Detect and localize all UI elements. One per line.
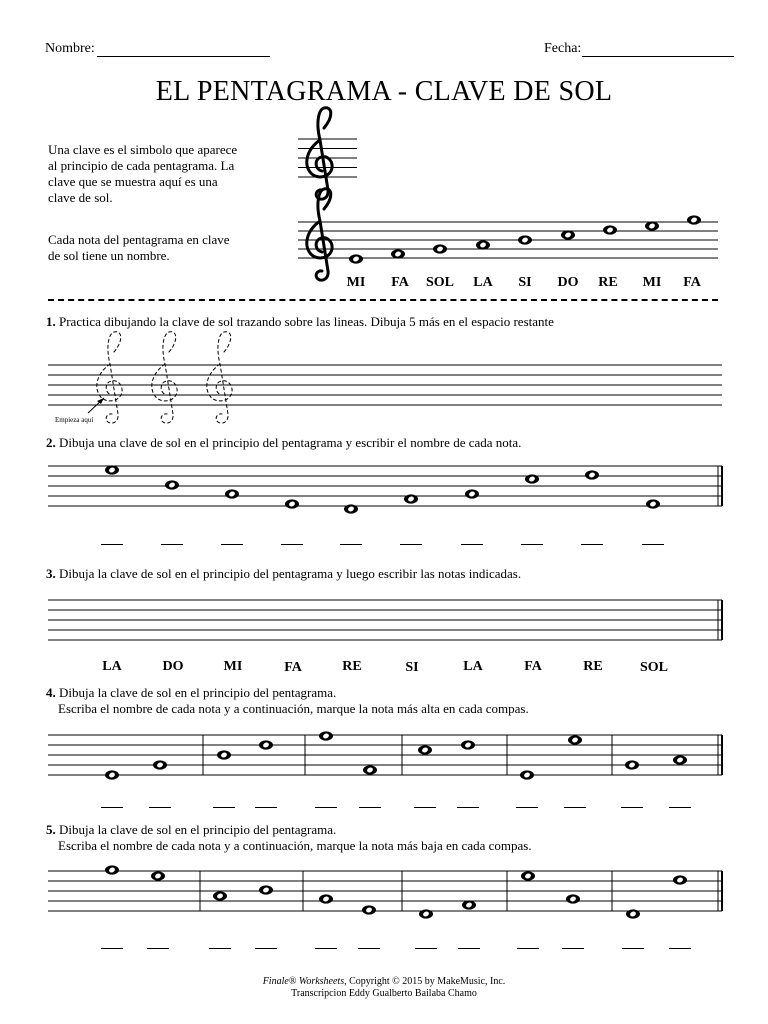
treble-clef-icon [307,189,332,280]
answer-blank[interactable] [521,544,543,545]
target-note-label: SI [405,660,419,675]
exercise-3-staff [48,600,722,640]
treble-clef-icon [207,332,232,423]
answer-blank[interactable] [147,948,169,949]
note-name-label: MI [642,275,662,290]
intro-staff-clef [298,108,357,199]
note-name-label: DO [557,275,579,290]
answer-blank[interactable] [621,807,643,808]
start-here-label: Empieza aquí [55,416,94,424]
date-label: Fecha: [544,41,582,56]
note-name-label: FA [391,275,409,290]
answer-blank[interactable] [581,544,603,545]
exercise-4-instruction: 4. Dibuja la clave de sol en el principio del pentagrama. Escriba el nombre de cada nota y a continuación, marque la nota más alta en cada compas. [46,685,529,716]
treble-clef-icon [97,332,122,423]
answer-blank[interactable] [414,807,436,808]
answer-blank[interactable] [315,807,337,808]
section-divider [48,299,718,301]
answer-blank[interactable] [564,807,586,808]
answer-blank[interactable] [315,948,337,949]
answer-blank[interactable] [516,807,538,808]
exercise-3-instruction: 3. Dibuja la clave de sol en el principio del pentagrama y luego escribir las notas indicadas. [46,566,522,581]
note-name-label: MI [346,275,366,290]
answer-blank[interactable] [101,544,123,545]
whole-note-icon [433,244,447,253]
note-name-label: RE [598,275,618,290]
answer-blank[interactable] [359,807,381,808]
page-title: EL PENTAGRAMA - CLAVE DE SOL [155,76,613,107]
target-note-label: LA [102,659,122,674]
answer-blank[interactable] [358,948,380,949]
answer-blank[interactable] [669,807,691,808]
target-note-label: RE [583,659,603,674]
footer-credit: Transcripcion Eddy Gualberto Bailaba Chamo [291,988,477,999]
answer-blank[interactable] [642,544,664,545]
answer-blank[interactable] [221,544,243,545]
answer-blank[interactable] [562,948,584,949]
answer-blank[interactable] [461,544,483,545]
note-name-label: SOL [425,275,454,290]
whole-note-icon [645,221,659,230]
answer-blank[interactable] [255,948,277,949]
exercise-1-staff [48,332,722,423]
answer-blank[interactable] [669,948,691,949]
exercise-1-instruction: 1. Practica dibujando la clave de sol trazando sobre las lineas. Dibuja 5 más en el espacio restante [46,314,554,329]
target-note-label: MI [223,659,243,674]
exercise-4-staff [48,731,722,779]
whole-note-icon [391,249,405,258]
footer-copyright: Finale® Worksheets, Copyright © 2015 by MakeMusic, Inc. [262,976,506,987]
exercise-5-instruction: 5. Dibuja la clave de sol en el principio del pentagrama. Escriba el nombre de cada nota y a continuación, marque la nota más baja en cada compas. [46,822,532,853]
whole-note-icon [518,235,532,244]
whole-note-icon [561,230,575,239]
target-note-label: FA [284,660,302,675]
treble-clef-icon [152,332,177,423]
answer-blank[interactable] [161,544,183,545]
answer-blank[interactable] [101,948,123,949]
treble-clef-icon [307,108,332,199]
note-name-label: FA [683,275,701,290]
answer-blank[interactable] [255,807,277,808]
answer-blank[interactable] [209,948,231,949]
whole-note-icon [476,240,490,249]
whole-note-icon [687,215,701,224]
target-note-label: FA [524,659,542,674]
note-name-label: LA [473,275,493,290]
answer-blank[interactable] [213,807,235,808]
target-note-label: SOL [639,660,668,675]
note-name-label: SI [518,275,532,290]
target-note-label: DO [162,659,184,674]
answer-blank[interactable] [622,948,644,949]
exercise-2-staff [48,465,722,513]
answer-blank[interactable] [415,948,437,949]
exercise-2-instruction: 2. Dibuja una clave de sol en el principio del pentagrama y escribir el nombre de cada nota. [46,435,522,450]
answer-blank[interactable] [458,948,480,949]
answer-blank[interactable] [517,948,539,949]
answer-blank[interactable] [149,807,171,808]
whole-note-icon [349,254,363,263]
exercise-5-staff [48,865,722,918]
intro-paragraph-1: Una clave es el simbolo que aparece al principio de cada pentagrama. La clave que se muestra aquí es una clave de sol. [48,142,238,205]
intro-paragraph-2: Cada nota del pentagrama en clave de sol tiene un nombre. [48,232,230,263]
answer-blank[interactable] [281,544,303,545]
answer-blank[interactable] [457,807,479,808]
target-note-label: RE [342,659,362,674]
whole-note-icon [603,225,617,234]
answer-blank[interactable] [400,544,422,545]
intro-staff-notes [298,189,718,280]
answer-blank[interactable] [101,807,123,808]
answer-blank[interactable] [340,544,362,545]
target-note-label: LA [463,659,483,674]
name-label: Nombre: [45,41,95,56]
